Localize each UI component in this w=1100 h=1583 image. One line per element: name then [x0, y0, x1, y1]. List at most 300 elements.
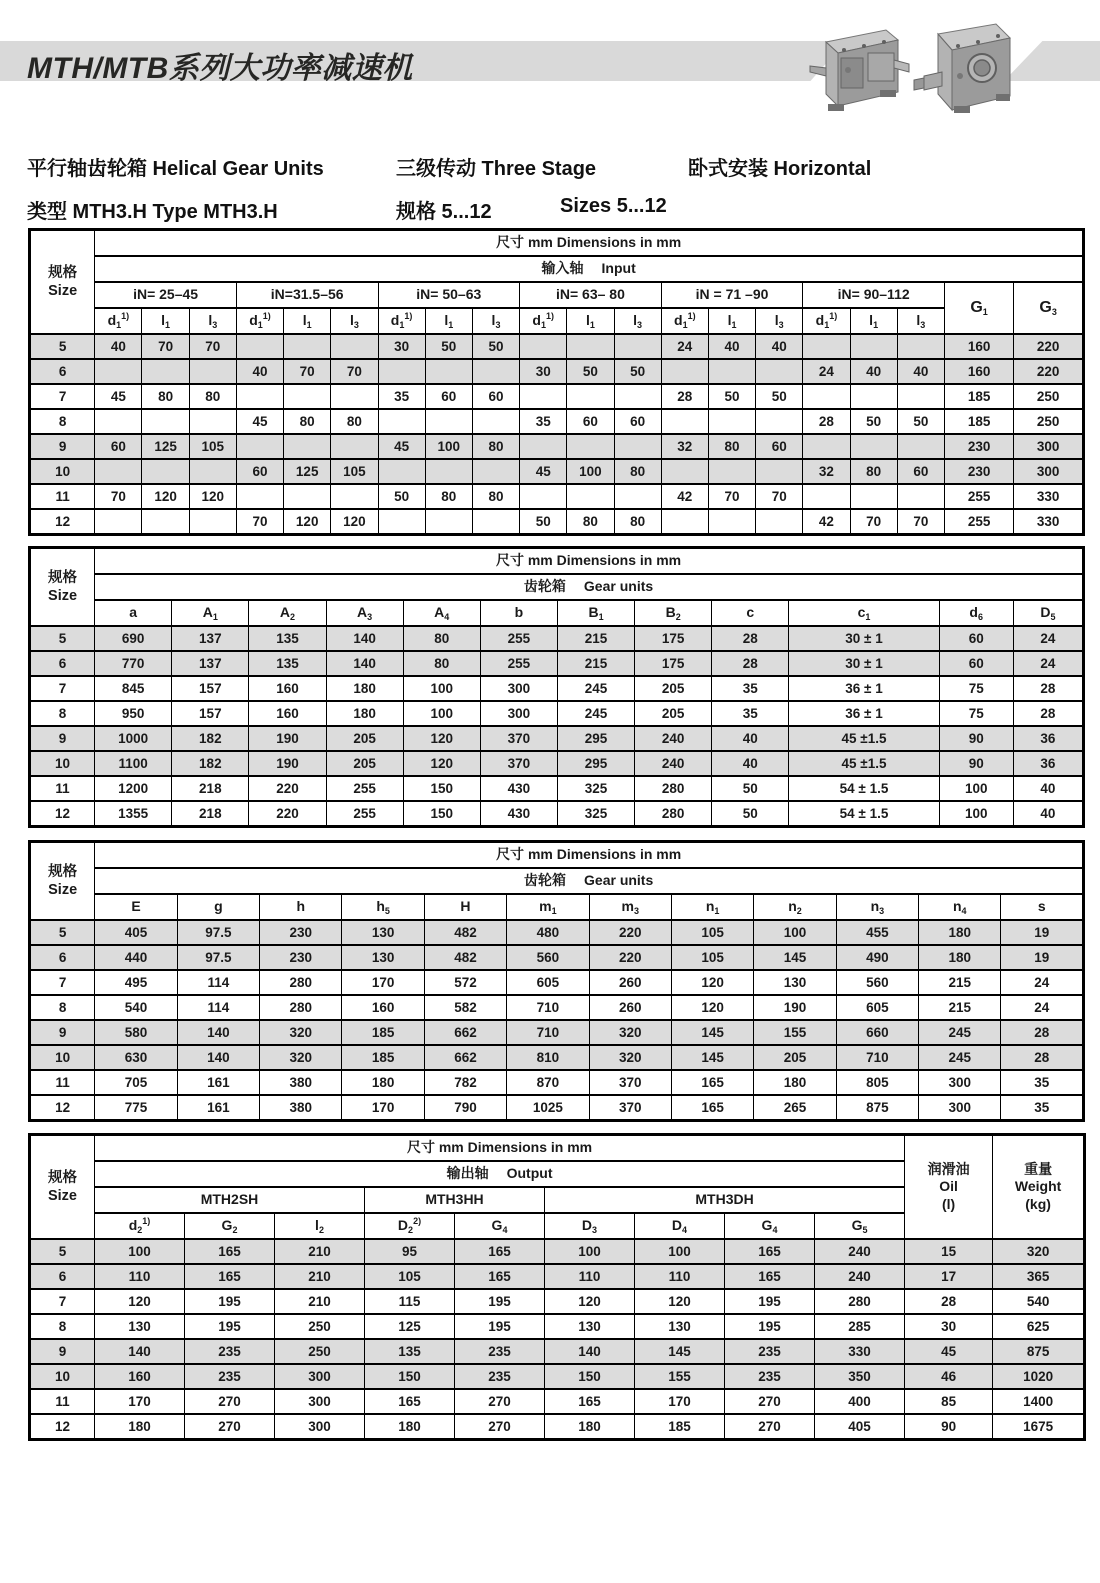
data-cell	[425, 409, 472, 434]
data-cell: 100	[95, 1239, 185, 1264]
data-cell: 80	[284, 409, 331, 434]
data-cell: 125	[284, 459, 331, 484]
data-cell: 114	[177, 970, 259, 995]
data-cell: 140	[177, 1020, 259, 1045]
col-header: $D_3$	[545, 1213, 635, 1239]
data-cell: 115	[365, 1289, 455, 1314]
data-cell: 36 ± 1	[789, 701, 939, 726]
ratio-group-header: iN= 25–45	[95, 282, 237, 308]
data-cell: 270	[455, 1389, 545, 1414]
data-cell: 60	[425, 384, 472, 409]
data-cell	[378, 459, 425, 484]
col-header: $B_1$	[557, 600, 634, 626]
data-cell: 560	[507, 945, 589, 970]
data-cell	[850, 484, 897, 509]
data-cell: 775	[95, 1095, 177, 1121]
data-cell: 195	[725, 1289, 815, 1314]
data-cell: 90	[939, 726, 1013, 751]
data-cell: 875	[993, 1339, 1085, 1364]
col-header: $n_3$	[836, 894, 918, 920]
size-cell: 12	[30, 801, 95, 827]
data-cell: 80	[850, 459, 897, 484]
data-cell: 137	[172, 651, 249, 676]
data-cell	[567, 334, 614, 359]
col-header: $n_4$	[919, 894, 1001, 920]
data-cell: 40	[897, 359, 944, 384]
table-gear-units-1	[28, 546, 1085, 828]
data-cell: 135	[365, 1339, 455, 1364]
data-cell: 255	[326, 776, 403, 801]
data-cell: 230	[944, 434, 1013, 459]
data-cell: 170	[95, 1389, 185, 1414]
data-cell: 130	[342, 945, 424, 970]
data-cell: 70	[850, 509, 897, 535]
size-cell: 7	[30, 676, 95, 701]
ratio-group-header: iN= 63– 80	[520, 282, 662, 308]
data-cell: 80	[614, 509, 661, 535]
size-cell: 8	[30, 1314, 95, 1339]
col-header: $d_1^{1)}$	[520, 308, 567, 334]
data-cell: 190	[249, 751, 326, 776]
data-cell	[284, 384, 331, 409]
col-header: $d_1^{1)}$	[661, 308, 708, 334]
data-cell: 845	[95, 676, 172, 701]
data-cell: 260	[589, 970, 671, 995]
col-header: $l_3$	[756, 308, 803, 334]
section-header-en: Output	[506, 1165, 553, 1182]
data-cell: 218	[172, 776, 249, 801]
data-cell: 195	[455, 1314, 545, 1339]
section-header	[95, 868, 1084, 894]
data-cell	[756, 459, 803, 484]
data-cell: 370	[589, 1095, 671, 1121]
data-cell: 210	[275, 1289, 365, 1314]
data-cell: 195	[185, 1289, 275, 1314]
data-cell: 40	[756, 334, 803, 359]
data-cell: 215	[557, 651, 634, 676]
data-cell: 50	[756, 384, 803, 409]
data-cell: 175	[635, 626, 712, 651]
col-header: $G_4$	[725, 1213, 815, 1239]
data-cell: 220	[249, 776, 326, 801]
data-cell: 50	[614, 359, 661, 384]
col-header: $l_1$	[850, 308, 897, 334]
data-cell: 250	[275, 1314, 365, 1339]
data-cell: 130	[635, 1314, 725, 1339]
col-header: s	[1001, 894, 1084, 920]
ratio-group-header: iN = 71 –90	[661, 282, 803, 308]
data-cell: 28	[1013, 676, 1083, 701]
model-header-MTH3DH: MTH3DH	[545, 1187, 905, 1213]
data-cell	[95, 509, 142, 535]
subtitle-sizes-zh: 规格 5...12	[396, 201, 492, 223]
data-cell: 215	[557, 626, 634, 651]
data-cell: 80	[331, 409, 378, 434]
data-cell: 280	[260, 995, 342, 1020]
data-cell: 1200	[95, 776, 172, 801]
data-cell: 582	[424, 995, 506, 1020]
size-cell: 8	[30, 995, 95, 1020]
col-header: $l_1$	[567, 308, 614, 334]
data-cell: 28	[905, 1289, 993, 1314]
data-cell: 370	[480, 751, 557, 776]
col-header: $c_1$	[789, 600, 939, 626]
size-cell: 9	[30, 434, 95, 459]
data-cell	[708, 509, 755, 535]
data-cell: 245	[557, 701, 634, 726]
data-cell: 24	[661, 334, 708, 359]
data-cell: 80	[142, 384, 189, 409]
data-cell	[236, 384, 283, 409]
data-cell: 1400	[993, 1389, 1085, 1414]
data-cell	[520, 334, 567, 359]
data-cell: 80	[567, 509, 614, 535]
subtitle-sizes-en: Sizes 5...12	[560, 195, 667, 217]
data-cell: 28	[803, 409, 850, 434]
data-cell: 80	[403, 626, 480, 651]
table-gear-units-2	[28, 840, 1085, 1122]
data-cell	[803, 484, 850, 509]
ratio-group-header: iN= 90–112	[803, 282, 945, 308]
data-cell: 270	[455, 1414, 545, 1440]
data-cell: 135	[249, 651, 326, 676]
data-cell: 205	[754, 1045, 836, 1070]
size-cell: 11	[30, 484, 95, 509]
data-cell: 35	[1001, 1095, 1084, 1121]
data-cell: 130	[95, 1314, 185, 1339]
data-cell	[236, 334, 283, 359]
data-cell: 300	[480, 676, 557, 701]
col-header: H	[424, 894, 506, 920]
data-cell	[95, 409, 142, 434]
data-cell: 140	[545, 1339, 635, 1364]
data-cell: 782	[424, 1070, 506, 1095]
data-cell: 1020	[993, 1364, 1085, 1389]
section-header-en: Input	[601, 260, 636, 277]
data-cell: 105	[331, 459, 378, 484]
data-cell: 662	[424, 1045, 506, 1070]
data-cell: 1100	[95, 751, 172, 776]
data-cell	[708, 459, 755, 484]
col-header: $d_1^{1)}$	[378, 308, 425, 334]
size-cell: 7	[30, 970, 95, 995]
col-header: $l_3$	[897, 308, 944, 334]
col-header: $A_3$	[326, 600, 403, 626]
data-cell: 50	[712, 801, 789, 827]
data-cell: 185	[635, 1414, 725, 1440]
data-cell: 165	[365, 1389, 455, 1414]
data-cell: 240	[635, 751, 712, 776]
data-cell: 205	[635, 676, 712, 701]
col-header: $m_3$	[589, 894, 671, 920]
data-cell: 70	[331, 359, 378, 384]
data-cell: 114	[177, 995, 259, 1020]
data-cell: 875	[836, 1095, 918, 1121]
data-cell: 70	[897, 509, 944, 535]
data-cell	[331, 434, 378, 459]
table-row	[30, 1414, 1085, 1440]
data-cell: 36 ± 1	[789, 676, 939, 701]
section-header	[95, 574, 1084, 600]
data-cell: 130	[545, 1314, 635, 1339]
data-cell: 120	[635, 1289, 725, 1314]
data-cell: 280	[635, 776, 712, 801]
data-cell	[897, 384, 944, 409]
data-cell	[189, 509, 236, 535]
table-row	[30, 945, 1084, 970]
size-header	[30, 842, 95, 921]
size-header-zh: 规格	[48, 863, 78, 880]
data-cell: 40	[95, 334, 142, 359]
data-cell: 710	[836, 1045, 918, 1070]
data-cell: 80	[472, 434, 519, 459]
data-cell: 280	[635, 801, 712, 827]
data-cell: 1675	[993, 1414, 1085, 1440]
data-cell: 28	[1001, 1020, 1084, 1045]
data-cell: 100	[545, 1239, 635, 1264]
data-cell: 100	[425, 434, 472, 459]
data-cell: 195	[455, 1289, 545, 1314]
data-cell: 325	[557, 776, 634, 801]
data-cell: 105	[365, 1264, 455, 1289]
size-cell: 12	[30, 1095, 95, 1121]
data-cell	[897, 434, 944, 459]
data-cell: 40	[850, 359, 897, 384]
data-cell: 180	[365, 1414, 455, 1440]
dims-header: 尺寸 mm Dimensions in mm	[95, 230, 1084, 257]
data-cell: 790	[424, 1095, 506, 1121]
table-row	[30, 651, 1084, 676]
data-cell: 97.5	[177, 920, 259, 945]
data-cell: 28	[1013, 701, 1083, 726]
data-cell	[897, 484, 944, 509]
data-cell: 625	[993, 1314, 1085, 1339]
data-cell: 1355	[95, 801, 172, 827]
size-cell: 12	[30, 509, 95, 535]
data-cell: 75	[939, 701, 1013, 726]
data-cell: 810	[507, 1045, 589, 1070]
data-cell: 110	[545, 1264, 635, 1289]
data-cell	[425, 359, 472, 384]
data-cell: 45	[905, 1339, 993, 1364]
data-cell: 100	[939, 776, 1013, 801]
col-header: $n_2$	[754, 894, 836, 920]
table-row	[30, 676, 1084, 701]
table-row	[30, 1070, 1084, 1095]
data-cell: 42	[661, 484, 708, 509]
size-cell: 9	[30, 1020, 95, 1045]
size-cell: 5	[30, 334, 95, 359]
data-cell: 70	[189, 334, 236, 359]
data-cell: 80	[708, 434, 755, 459]
data-cell: 205	[326, 751, 403, 776]
data-cell: 160	[249, 701, 326, 726]
data-cell: 130	[754, 970, 836, 995]
data-cell	[95, 359, 142, 384]
data-cell	[284, 334, 331, 359]
data-cell: 270	[725, 1414, 815, 1440]
size-cell: 9	[30, 1339, 95, 1364]
data-cell	[142, 459, 189, 484]
data-cell: 230	[260, 920, 342, 945]
data-cell: 15	[905, 1239, 993, 1264]
data-cell: 300	[480, 701, 557, 726]
data-cell: 705	[95, 1070, 177, 1095]
data-cell: 662	[424, 1020, 506, 1045]
data-cell: 70	[708, 484, 755, 509]
col-header: $d_1^{1)}$	[95, 308, 142, 334]
size-cell: 11	[30, 1389, 95, 1414]
data-cell: 130	[342, 920, 424, 945]
data-cell: 24	[1013, 626, 1083, 651]
data-cell: 157	[172, 701, 249, 726]
data-cell: 157	[172, 676, 249, 701]
data-cell: 45	[95, 384, 142, 409]
col-header: $d_6$	[939, 600, 1013, 626]
data-cell: 195	[185, 1314, 275, 1339]
data-cell: 40	[236, 359, 283, 384]
model-header-MTH3HH: MTH3HH	[365, 1187, 545, 1213]
data-cell: 180	[545, 1414, 635, 1440]
data-cell: 80	[189, 384, 236, 409]
data-cell: 215	[919, 995, 1001, 1020]
data-cell: 105	[189, 434, 236, 459]
table-row	[30, 626, 1084, 651]
oil-header-unit: (l)	[942, 1195, 956, 1212]
data-cell: 40	[1013, 776, 1083, 801]
data-cell: 45	[378, 434, 425, 459]
subtitle-horizontal: 卧式安装 Horizontal	[688, 158, 872, 180]
data-cell: 150	[545, 1364, 635, 1389]
data-cell: 60	[472, 384, 519, 409]
table-row	[30, 359, 1084, 384]
size-cell: 5	[30, 1239, 95, 1264]
data-cell: 70	[236, 509, 283, 535]
table-row	[30, 1095, 1084, 1121]
col-header: E	[95, 894, 177, 920]
data-cell: 330	[1014, 509, 1084, 535]
data-cell: 270	[725, 1389, 815, 1414]
data-cell	[567, 484, 614, 509]
size-cell: 6	[30, 359, 95, 384]
data-cell: 97.5	[177, 945, 259, 970]
data-cell: 400	[815, 1389, 905, 1414]
data-cell: 28	[712, 626, 789, 651]
data-cell	[614, 484, 661, 509]
size-cell: 11	[30, 776, 95, 801]
data-cell: 182	[172, 726, 249, 751]
size-cell: 8	[30, 701, 95, 726]
data-cell: 35	[520, 409, 567, 434]
data-cell: 60	[567, 409, 614, 434]
data-cell: 50	[378, 484, 425, 509]
data-cell: 325	[557, 801, 634, 827]
data-cell: 365	[993, 1264, 1085, 1289]
data-cell: 660	[836, 1020, 918, 1045]
data-cell: 120	[142, 484, 189, 509]
table-row	[30, 1389, 1085, 1414]
data-cell: 36	[1013, 751, 1083, 776]
table-row	[30, 384, 1084, 409]
col-header: $G_2$	[185, 1213, 275, 1239]
data-cell: 165	[545, 1389, 635, 1414]
data-cell: 145	[635, 1339, 725, 1364]
size-cell: 11	[30, 1070, 95, 1095]
data-cell: 245	[919, 1045, 1001, 1070]
data-cell: 35	[712, 676, 789, 701]
data-cell: 35	[1001, 1070, 1084, 1095]
section-header-zh: 输入轴	[541, 260, 584, 277]
section-header-en: Gear units	[583, 578, 654, 595]
size-cell: 6	[30, 651, 95, 676]
data-cell: 165	[725, 1239, 815, 1264]
data-cell: 28	[661, 384, 708, 409]
section-header	[95, 256, 1084, 282]
data-cell: 35	[712, 701, 789, 726]
data-cell	[95, 459, 142, 484]
table-row	[30, 1045, 1084, 1070]
data-cell: 245	[919, 1020, 1001, 1045]
data-cell: 160	[249, 676, 326, 701]
col-header: $h_5$	[342, 894, 424, 920]
data-cell: 40	[708, 334, 755, 359]
data-cell: 105	[671, 945, 753, 970]
col-header: $m_1$	[507, 894, 589, 920]
col-header: $A_1$	[172, 600, 249, 626]
data-cell: 30	[905, 1314, 993, 1339]
data-cell: 405	[815, 1414, 905, 1440]
data-cell: 75	[939, 676, 1013, 701]
data-cell: 320	[260, 1020, 342, 1045]
data-cell: 170	[342, 1095, 424, 1121]
data-cell	[614, 334, 661, 359]
data-cell: 205	[326, 726, 403, 751]
subtitle-type: 类型 MTH3.H Type MTH3.H	[27, 201, 278, 223]
dims-header: 尺寸 mm Dimensions in mm	[95, 842, 1084, 869]
data-cell: 230	[260, 945, 342, 970]
data-cell: 440	[95, 945, 177, 970]
data-cell: 120	[284, 509, 331, 535]
data-cell: 70	[756, 484, 803, 509]
col-header: $l_1$	[708, 308, 755, 334]
model-header-MTH2SH: MTH2SH	[95, 1187, 365, 1213]
data-cell: 110	[635, 1264, 725, 1289]
data-cell: 120	[545, 1289, 635, 1314]
data-cell: 230	[944, 459, 1013, 484]
data-cell	[850, 334, 897, 359]
data-cell: 30	[378, 334, 425, 359]
size-cell: 10	[30, 1045, 95, 1070]
col-header-G3: $G_3$	[1014, 282, 1084, 334]
data-cell: 195	[725, 1314, 815, 1339]
data-cell	[236, 484, 283, 509]
data-cell: 50	[850, 409, 897, 434]
size-cell: 6	[30, 1264, 95, 1289]
data-cell: 300	[275, 1389, 365, 1414]
data-cell: 180	[95, 1414, 185, 1440]
data-cell: 405	[95, 920, 177, 945]
size-cell: 9	[30, 726, 95, 751]
data-cell: 160	[95, 1364, 185, 1389]
table-input-shaft	[28, 228, 1085, 536]
data-cell: 300	[1014, 434, 1084, 459]
data-cell: 235	[185, 1339, 275, 1364]
data-cell: 70	[95, 484, 142, 509]
col-header: c	[712, 600, 789, 626]
data-cell	[331, 484, 378, 509]
data-cell: 50	[520, 509, 567, 535]
data-cell: 300	[1014, 459, 1084, 484]
